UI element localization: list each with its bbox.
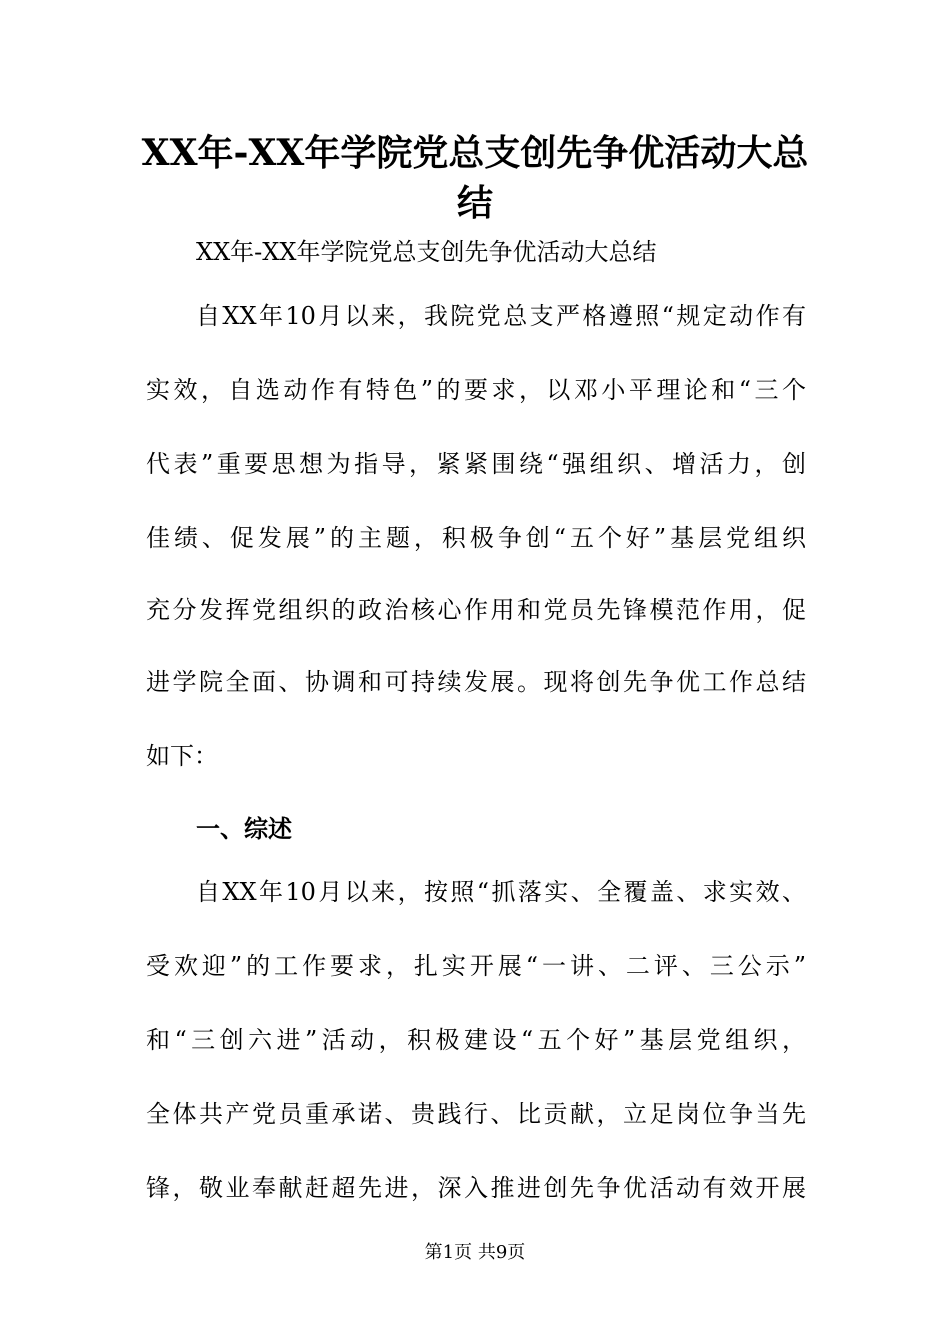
paragraph-1-line-1: 自XX年10月以来，我院党总支严格遵照“规定动作有 (196, 302, 806, 330)
paragraph-2-line-4: 全体共产党员重承诺、贵践行、比贡献，立足岗位争当先 (146, 1100, 806, 1128)
paragraph-1-line-3: 代表”重要思想为指导，紧紧围绕“强组织、增活力，创 (146, 450, 806, 478)
page-footer: 第1页 共9页 (424, 1242, 526, 1263)
paragraph-2-line-5: 锋，敬业奉献赶超先进，深入推进创先争优活动有效开展 (146, 1174, 806, 1202)
page-title (140, 128, 810, 228)
paragraph-2-line-2: 受欢迎”的工作要求，扎实开展“一讲、二评、三公示” (146, 952, 806, 980)
paragraph-2-line-1: 自XX年10月以来，按照“抓落实、全覆盖、求实效、 (196, 878, 806, 906)
title-line-2: 结 (456, 182, 493, 224)
paragraph-1-line-2: 实效，自选动作有特色”的要求，以邓小平理论和“三个 (146, 376, 806, 404)
document-subtitle: XX年-XX年学院党总支创先争优活动大总结 (196, 238, 657, 266)
paragraph-1-line-6: 进学院全面、协调和可持续发展。现将创先争优工作总结 (146, 668, 806, 696)
paragraph-1-line-4: 佳绩、促发展”的主题，积极争创“五个好”基层党组织 (146, 524, 806, 552)
paragraph-2-line-3: 和“三创六进”活动，积极建设“五个好”基层党组织， (146, 1026, 806, 1054)
paragraph-1-line-7: 如下： (146, 742, 218, 770)
title-line-1: XX年-XX年学院党总支创先争优活动大总 (141, 132, 809, 174)
paragraph-1-line-5: 充分发挥党组织的政治核心作用和党员先锋模范作用，促 (146, 596, 806, 624)
section-heading: 一、综述 (196, 815, 292, 843)
